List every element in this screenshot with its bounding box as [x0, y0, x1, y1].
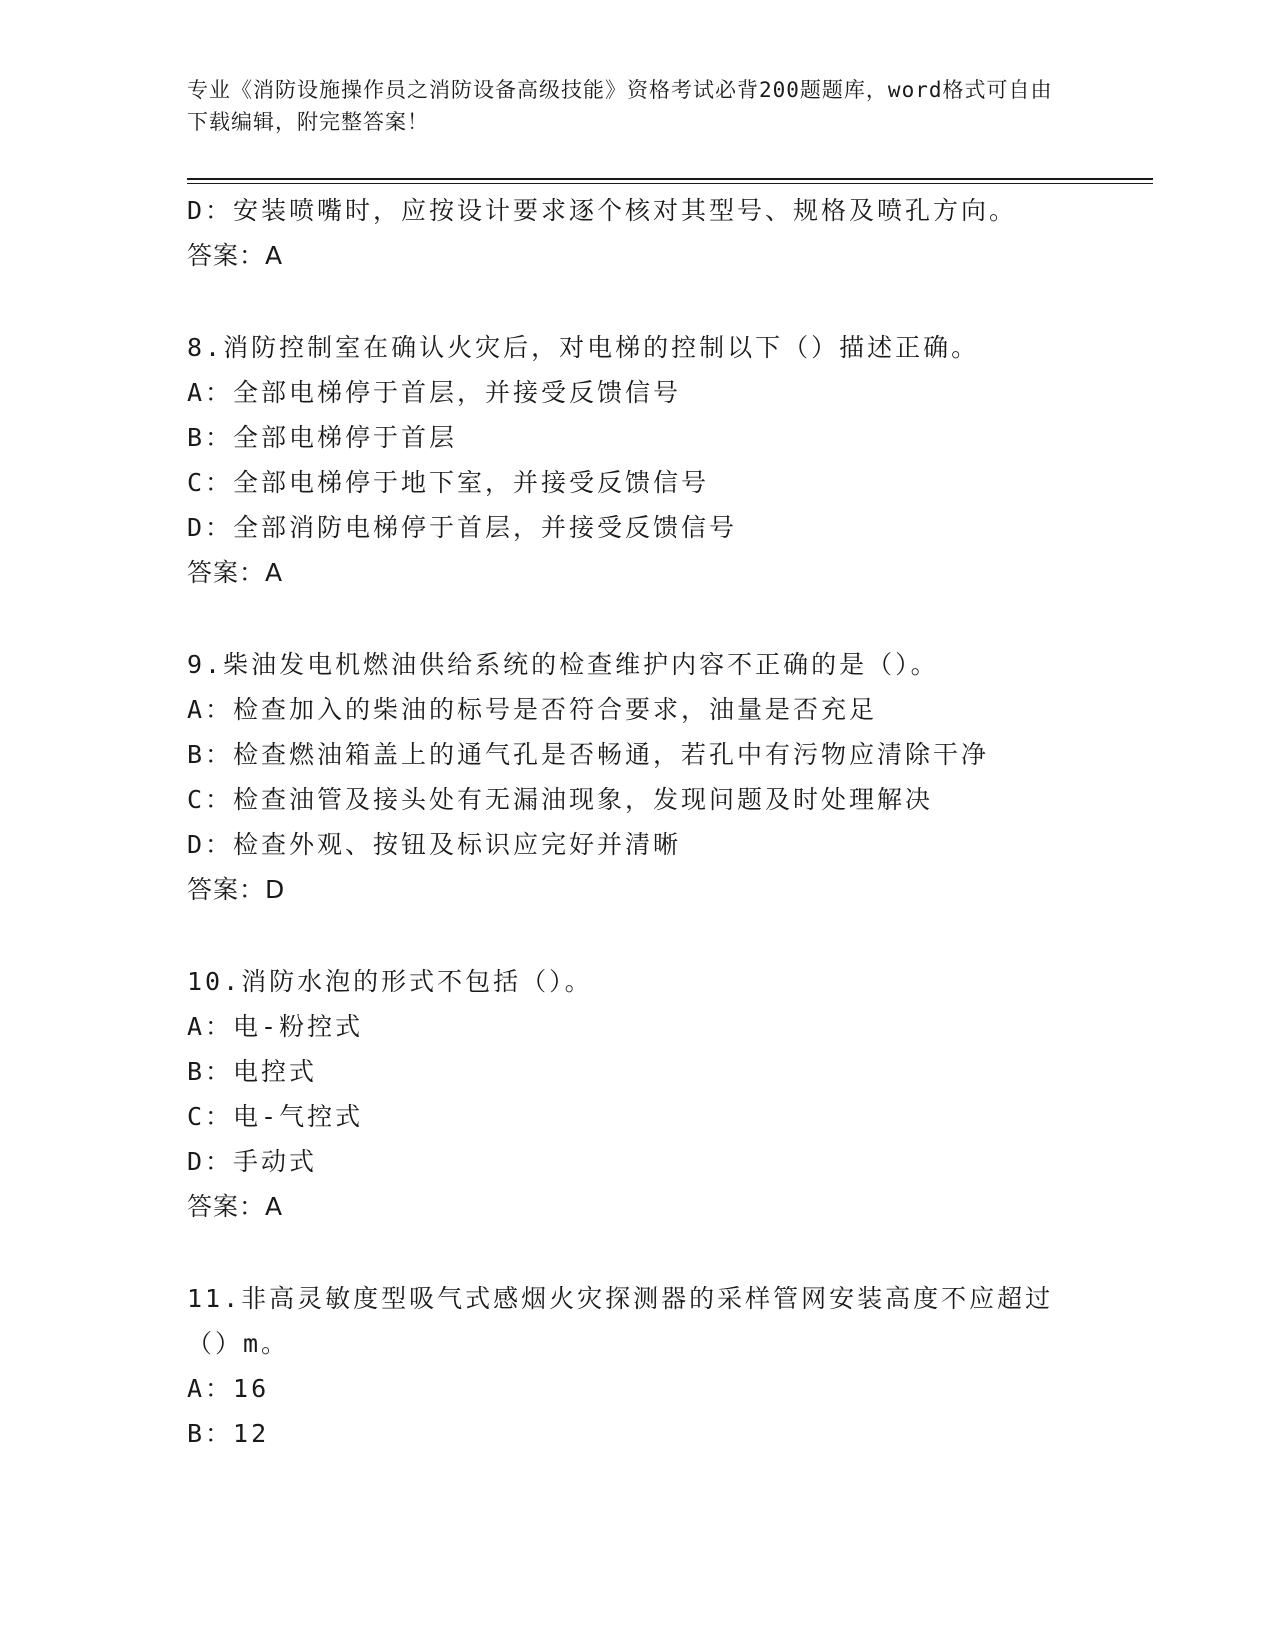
question-block [187, 959, 1087, 1229]
header-divider-thick [187, 178, 1153, 180]
question-stem-continued: （）m。 [187, 1329, 290, 1358]
question-list [187, 188, 1087, 1456]
option-c: C：全部电梯停于地下室，并接受反馈信号 [187, 468, 710, 497]
question-block [187, 188, 1087, 278]
question-block [187, 642, 1087, 912]
answer-label: 答案：D [187, 875, 286, 904]
page-header: 专业《消防设施操作员之消防设备高级技能》资格考试必背200题题库，word格式可自由下载编辑，附完整答案！ [187, 78, 1053, 134]
option-d: D：手动式 [187, 1147, 318, 1176]
option-b: B：检查燃油箱盖上的通气孔是否畅通，若孔中有污物应清除干净 [187, 740, 990, 769]
option-d: D：安装喷嘴时，应按设计要求逐个核对其型号、规格及喷孔方向。 [187, 196, 1018, 225]
question-block [187, 1276, 1087, 1456]
answer-label: 答案：A [187, 1192, 284, 1221]
option-a: A：电-粉控式 [187, 1012, 364, 1041]
option-d: D：全部消防电梯停于首层，并接受反馈信号 [187, 513, 738, 542]
option-c: C：检查油管及接头处有无漏油现象，发现问题及时处理解决 [187, 785, 934, 814]
header-divider-thin [187, 183, 1153, 184]
option-a: A：16 [187, 1374, 270, 1403]
option-c: C：电-气控式 [187, 1102, 364, 1131]
option-b: B：电控式 [187, 1057, 318, 1086]
question-block [187, 325, 1087, 595]
question-stem: 11.非高灵敏度型吸气式感烟火灾探测器的采样管网安装高度不应超过 [187, 1284, 1054, 1313]
option-a: A：检查加入的柴油的标号是否符合要求，油量是否充足 [187, 695, 878, 724]
option-d: D：检查外观、按钮及标识应完好并清晰 [187, 830, 682, 859]
answer-label: 答案：A [187, 241, 284, 270]
option-a: A：全部电梯停于首层，并接受反馈信号 [187, 378, 682, 407]
question-stem: 10.消防水泡的形式不包括（）。 [187, 967, 593, 996]
option-b: B：全部电梯停于首层 [187, 423, 458, 452]
option-b: B：12 [187, 1419, 270, 1448]
answer-label: 答案：A [187, 558, 284, 587]
question-stem: 8.消防控制室在确认火灾后，对电梯的控制以下（）描述正确。 [187, 333, 980, 362]
question-stem: 9.柴油发电机燃油供给系统的检查维护内容不正确的是（）。 [187, 650, 939, 679]
